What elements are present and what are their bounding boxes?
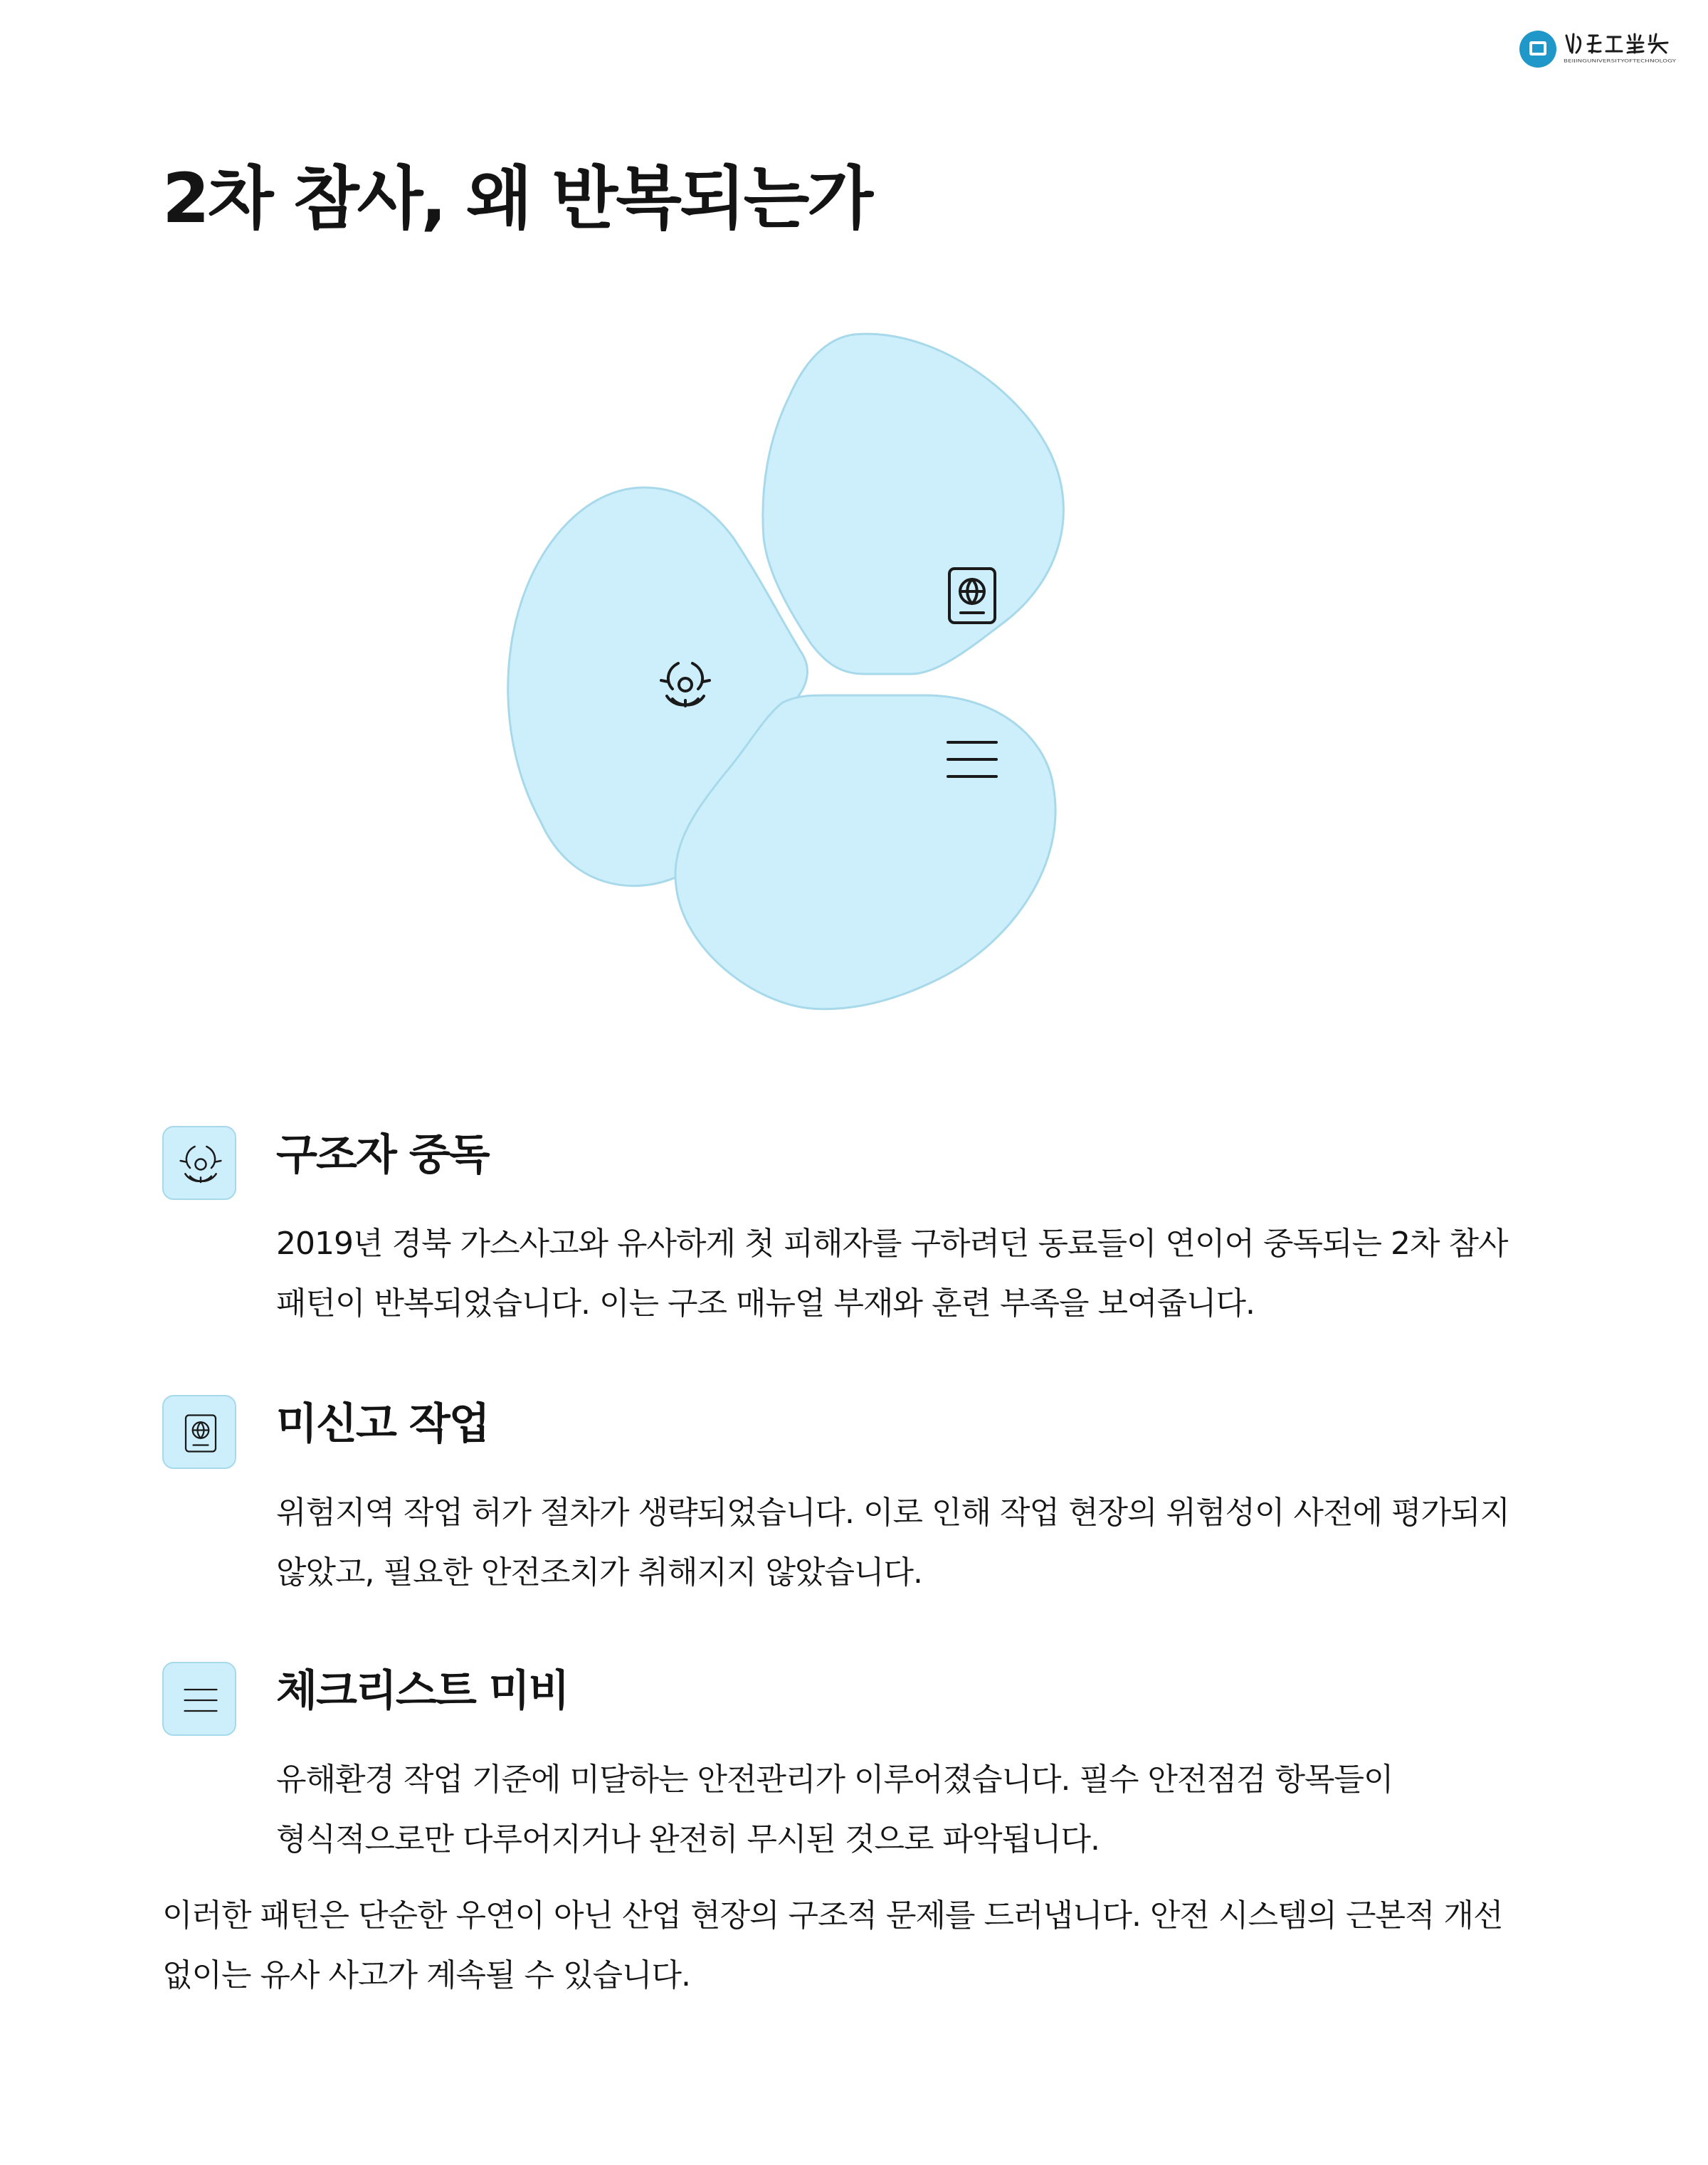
section-body: 유해환경 작업 기준에 미달하는 안전관리가 이루어졌습니다. 필수 안전점검 항목들이 형식적으로만 다루어지거나 완전히 무시된 것으로 파악됩니다. — [276, 1761, 1393, 1858]
section-body: 2019년 경북 가스사고와 유사하게 첫 피해자를 구하려던 동료들이 연이어 중독되는 2차 참사 패턴이 반복되었습니다. 이는 구조 매뉴얼 부재와 훈련 부족을 보여줍니다. — [276, 1226, 1508, 1322]
section-icon-tile — [162, 1395, 236, 1469]
section-missing-report — [162, 1395, 1571, 1591]
page-title: 2차 참사, 왜 반복되는가 — [162, 159, 872, 238]
biohazard-icon — [179, 1143, 222, 1186]
section-icon-tile — [162, 1126, 236, 1200]
university-logo — [1519, 27, 1676, 70]
section-rescuer-poisoning — [162, 1126, 1571, 1322]
passport-globe-icon — [179, 1412, 222, 1455]
section-icon-tile — [162, 1662, 236, 1736]
section-heading: 체크리스트 미비 — [276, 1666, 569, 1716]
menu-lines-icon — [179, 1679, 222, 1722]
university-name-calligraphy — [1564, 31, 1670, 56]
section-heading: 구조자 중독 — [276, 1130, 489, 1180]
svg-text:BEIJINGUNIVERSITYOFTECHNOLOGY: BEIJINGUNIVERSITYOFTECHNOLOGY — [1564, 58, 1676, 63]
section-heading: 미신고 작업 — [276, 1399, 489, 1449]
university-logo-icon — [1519, 31, 1556, 68]
petal-missing-report — [763, 334, 1064, 674]
university-subtitle — [1564, 58, 1676, 63]
section-body: 위험지역 작업 허가 절차가 생략되었습니다. 이로 인해 작업 현장의 위험성이 사전에 평가되지 않았고, 필요한 안전조치가 취해지지 않았습니다. — [276, 1495, 1509, 1591]
conclusion-paragraph: 이러한 패턴은 단순한 우연이 아닌 산업 현장의 구조적 문제를 드러냅니다. 안전 시스템의 근본적 개선 없이는 유사 사고가 계속될 수 있습니다. — [162, 1897, 1503, 1993]
section-checklist — [162, 1662, 1571, 1858]
three-petal-diagram — [484, 324, 1167, 1064]
